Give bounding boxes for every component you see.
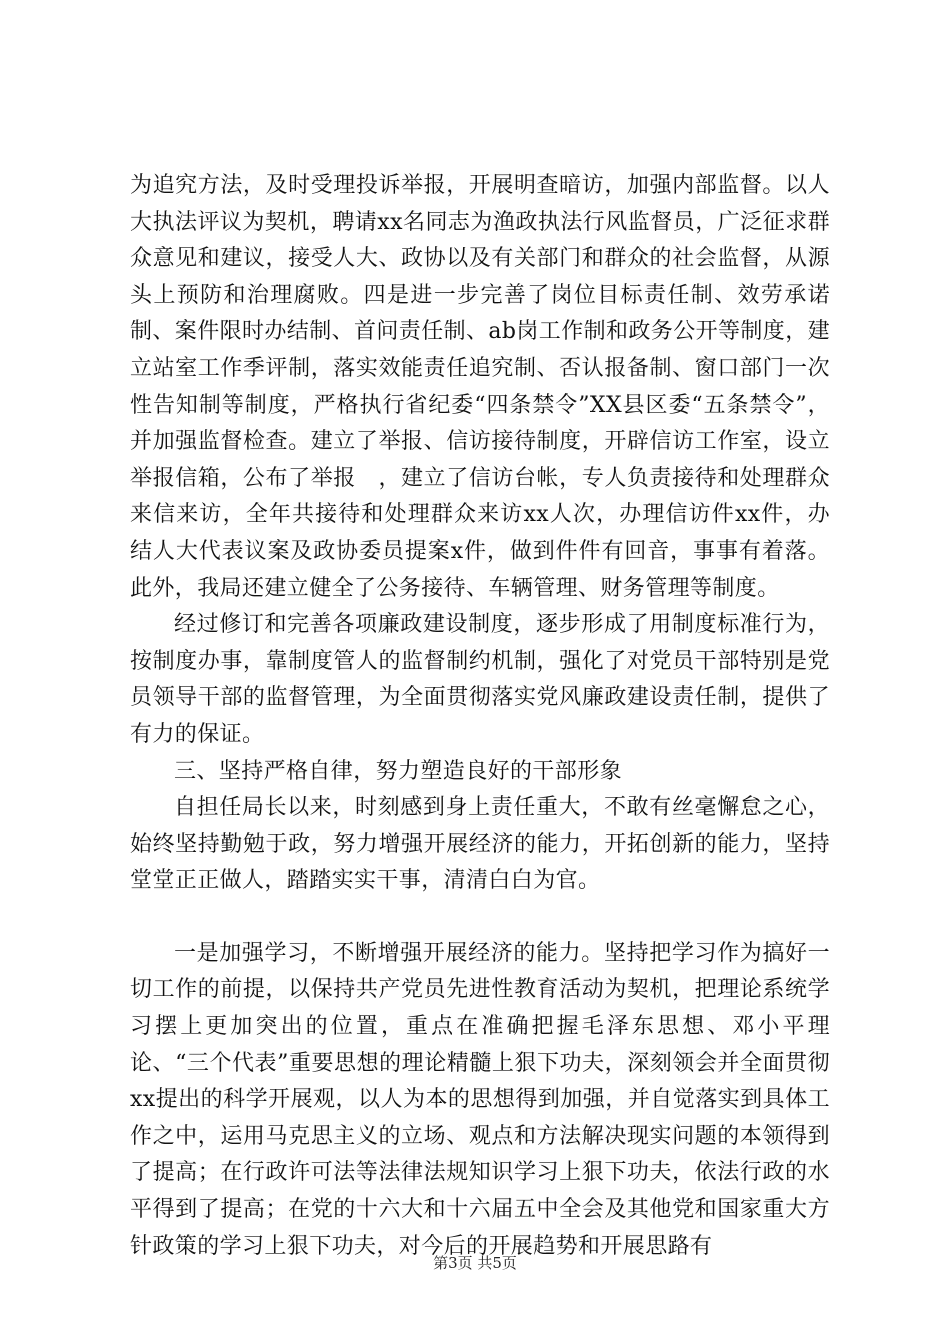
page-footer: 第3页 共5页 xyxy=(433,1254,517,1272)
paragraph-3: 自担任局长以来，时刻感到身上责任重大，不敢有丝毫懈怠之心，始终坚持勤勉于政，努力增强开展经济的能力，开拓创新的能力，坚持堂堂正正做人，踏踏实实干事，清清白白为官。 xyxy=(130,795,830,894)
paragraph-2: 经过修订和完善各项廉政建设制度，逐步形成了用制度标准行为，按制度办事，靠制度管人的监督制约机制，强化了对党员干部特别是党员领导干部的监督管理，为全面贯彻落实党风廉政建设责任制，提供了有力的保证。 xyxy=(130,612,830,747)
section-heading: 三、坚持严格自律，努力塑造良好的干部形象 xyxy=(174,758,623,784)
paragraph-gap xyxy=(130,900,830,936)
paragraph-4: 一是加强学习，不断增强开展经济的能力。坚持把学习作为搞好一切工作的前提，以保持共产党员先进性教育活动为契机，把理论系统学习摆上更加突出的位置，重点在准确把握毛泽东思想、邓小平理论、“三个代表”重要思想的理论精髓上狠下功夫，深刻领会并全面贯彻xx提出的科学开展观，以人为本的思想得到加强，并自觉落实到具体工作之中，运用马克思主义的立场、观点和方法解决现实问题的本领得到了提高；在行政许可法等法律法规知识学习上狠下功夫，依法行政的水平得到了提高；在党的十六大和十六届五中全会及其他党和国家重大方针政策的学习上狠下功夫，对今后的开展趋势和开展思路有 xyxy=(130,940,830,1259)
document-body xyxy=(130,168,830,1265)
paragraph-1: 为追究方法，及时受理投诉举报，开展明查暗访，加强内部监督。以人大执法评议为契机，聘请xx名同志为渔政执法行风监督员，广泛征求群众意见和建议，接受人大、政协以及有关部门和群众的社会监督，从源头上预防和治理腐败。四是进一步完善了岗位目标责任制、效劳承诺制、案件限时办结制、首问责任制、ab岗工作制和政务公开等制度，建立站室工作季评制，落实效能责任追究制、否认报备制、窗口部门一次性告知制等制度，严格执行省纪委“四条禁令”XX县区委“五条禁令”，并加强监督检查。建立了举报、信访接待制度，开辟信访工作室，设立举报信箱，公布了举报 ，建立了信访台帐，专人负责接待和处理群众来信来访，全年共接待和处理群众来访xx人次，办理信访件xx件，办结人大代表议案及政协委员提案x件，做到件件有回音，事事有着落。此外，我局还建立健全了公务接待、车辆管理、财务管理等制度。 xyxy=(130,173,831,601)
